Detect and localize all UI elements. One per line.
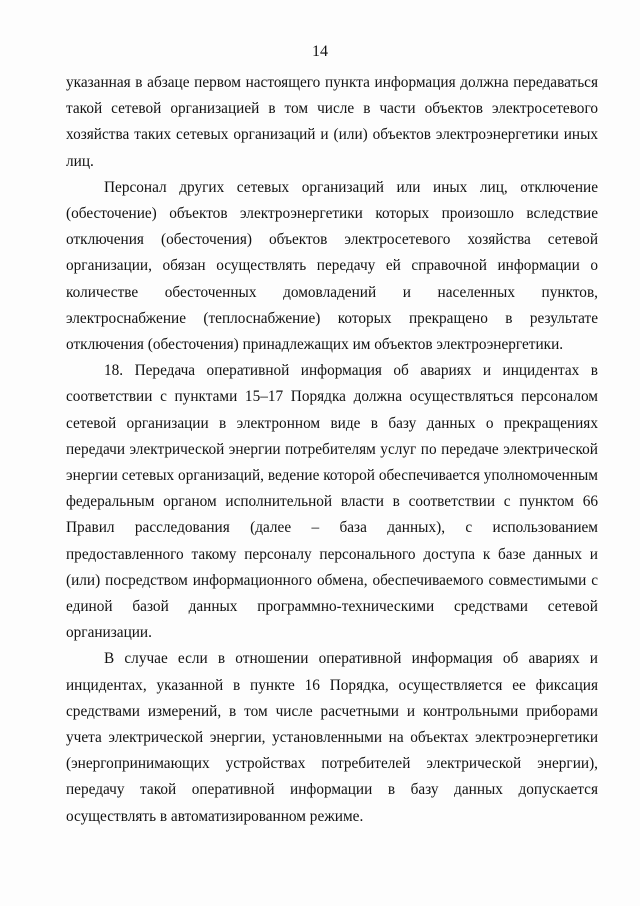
document-body — [66, 70, 598, 830]
paragraph-continuation: указанная в абзаце первом настоящего пункта информация должна передаваться такой сетевой организацией в том числе в части объектов электросетевого хозяйства таких сетевых организаций и (или) объектов электроэнергетики иных лиц. — [66, 74, 598, 170]
page-number: 14 — [312, 43, 328, 60]
paragraph-item-18: 18. Передача оперативной информация об авариях и инцидентах в соответствии с пунктами 15–17 Порядка должна осуществляться персоналом сетевой организации в электронном виде в базу данных о прекращениях передачи электрической энергии потребителям услуг по передаче электрической энергии сетевых организаций, ведение которой обеспечивается уполномоченным федеральным органом исполнительной власти в соответствии с пунктом 66 Правил расследования (далее – база данных), с использованием предоставленного такому персоналу персонального доступа к базе данных и (или) посредством информационного обмена, обеспечиваемого совместимыми с единой базой данных программно-техническими средствами сетевой организации. — [66, 362, 598, 642]
paragraph-automated-transfer: В случае если в отношении оперативной информация об авариях и инцидентах, указанной в пункте 16 Порядка, осуществляется ее фиксация средствами измерений, в том числе расчетными и контрольными приборами учета электрической энергии, установленными на объектах электроэнергетики (энергопринимающих устройствах потребителей электрической энергии), передачу такой оперативной информации в базу данных допускается осуществлять в автоматизированном режиме. — [66, 650, 598, 825]
paragraph-personnel: Персонал других сетевых организаций или иных лиц, отключение (обесточение) объектов электроэнергетики которых произошло вследствие отключения (обесточения) объектов электросетевого хозяйства сетевой организации, обязан осуществлять передачу ей справочной информации о количестве обесточенных домовладений и населенных пунктов, электроснабжение (теплоснабжение) которых прекращено в результате отключения (обесточения) принадлежащих им объектов электроэнергетики. — [66, 178, 598, 354]
